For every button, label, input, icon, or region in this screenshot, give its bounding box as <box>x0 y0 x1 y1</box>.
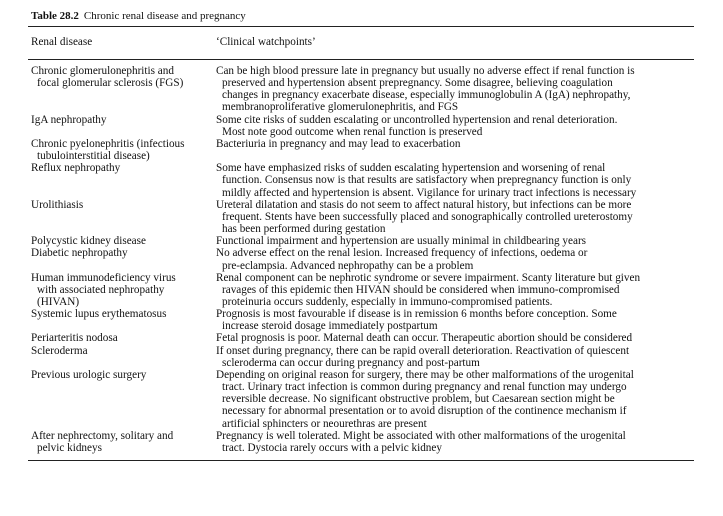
renal-disease-text: with associated nephropathy <box>37 283 165 296</box>
column-header-clinical-watchpoints: ‘Clinical watchpoints’ <box>216 36 316 48</box>
renal-disease-text: Polycystic kidney disease <box>31 235 146 248</box>
column-header-renal-disease: Renal disease <box>31 36 93 48</box>
watchpoint-text: Pregnancy is well tolerated. Might be associated with other malformations of the urogenital <box>216 429 626 442</box>
table-row <box>28 114 695 138</box>
table-row <box>28 430 695 454</box>
watchpoint-text: Can be high blood pressure late in pregnancy but usually no adverse effect if renal function is <box>216 65 635 77</box>
table-header-row <box>28 27 695 59</box>
watchpoint-text: changes in pregnancy exacerbate disease, especially immunoglobulin A (IgA) nephropathy, <box>222 89 631 102</box>
watchpoint-cell <box>216 272 694 308</box>
renal-disease-cell <box>28 430 216 454</box>
renal-disease-cell <box>28 199 216 235</box>
watchpoint-text: artificial sphincters or neourethras are present <box>222 417 427 430</box>
renal-disease-text: Chronic glomerulonephritis and <box>31 65 174 77</box>
table-row <box>28 308 695 332</box>
watchpoint-text: Some cite risks of sudden escalating or uncontrolled hypertension and renal deterioration. <box>216 113 618 126</box>
watchpoint-text: proteinuria occurs suddenly, especially in immuno-compromised patients. <box>222 295 553 308</box>
renal-disease-cell <box>28 65 216 114</box>
watchpoint-text: frequent. Stents have been successfully placed and sonographically controlled ureterostomy <box>222 210 633 223</box>
watchpoint-cell <box>216 247 694 271</box>
watchpoint-cell <box>216 430 694 454</box>
table-row <box>28 369 695 430</box>
table-row <box>28 247 695 271</box>
watchpoint-cell <box>216 369 694 430</box>
watchpoint-text: membranoproliferative glomerulonephritis, and FGS <box>222 101 459 114</box>
table-row <box>28 199 695 235</box>
renal-disease-text: Scleroderma <box>31 344 88 357</box>
renal-disease-cell <box>28 272 216 308</box>
renal-disease-text: Periarteritis nodosa <box>31 332 118 345</box>
renal-disease-cell <box>28 332 216 344</box>
renal-disease-cell <box>28 138 216 162</box>
watchpoint-text: ravages of this epidemic then HIVAN should be considered when immuno-compromised <box>222 283 620 296</box>
table-row <box>28 138 695 162</box>
watchpoint-text: Renal component can be nephrotic syndrome or severe impairment. Scanty literature but given <box>216 271 641 284</box>
watchpoint-cell <box>216 308 694 332</box>
renal-disease-cell <box>28 369 216 430</box>
watchpoint-text: Bacteriuria in pregnancy and may lead to exacerbation <box>216 137 461 150</box>
renal-disease-cell <box>28 114 216 138</box>
table-label: Table 28.2 <box>31 10 79 22</box>
watchpoint-text: Prognosis is most favourable if disease is in remission 6 months before conception. Some <box>216 308 617 321</box>
watchpoint-cell <box>216 138 694 162</box>
watchpoint-text: Some have emphasized risks of sudden escalating hypertension and worsening of renal <box>216 162 606 175</box>
renal-disease-text: After nephrectomy, solitary and <box>31 429 174 442</box>
renal-disease-cell <box>28 345 216 369</box>
watchpoint-text: has been performed during gestation <box>222 223 386 236</box>
watchpoint-text: Most note good outcome when renal function is preserved <box>222 125 483 138</box>
renal-disease-text: Previous urologic surgery <box>31 368 147 381</box>
renal-disease-cell <box>28 235 216 247</box>
table-row <box>28 162 695 198</box>
renal-disease-text: focal glomerular sclerosis (FGS) <box>37 77 184 90</box>
renal-disease-text: Chronic pyelonephritis (infectious <box>31 137 185 150</box>
watchpoint-text: Ureteral dilatation and stasis do not seem to affect natural history, but infections can be more <box>216 198 632 211</box>
watchpoint-text: preserved and hypertension absent prepregnancy. Some disagree, believing coagulation <box>222 77 613 90</box>
renal-disease-cell <box>28 247 216 271</box>
watchpoint-cell <box>216 162 694 198</box>
watchpoint-text: Depending on original reason for surgery, there may be other malformations of the urogenital <box>216 368 634 381</box>
watchpoint-text: pre-eclampsia. Advanced nephropathy can be a problem <box>222 259 474 272</box>
renal-disease-text: Systemic lupus erythematosus <box>31 308 167 321</box>
watchpoint-text: necessary for abnormal presentation or to avoid disruption of the continence mechanism if <box>222 405 627 418</box>
table-caption <box>31 9 695 23</box>
renal-disease-text: Urolithiasis <box>31 198 84 211</box>
table-row <box>28 272 695 308</box>
renal-disease-text: Reflux nephropathy <box>31 162 121 175</box>
watchpoint-cell <box>216 235 694 247</box>
renal-disease-text: tubulointerstitial disease) <box>37 150 150 163</box>
table-row <box>28 332 695 344</box>
table-row <box>28 235 695 247</box>
watchpoint-cell <box>216 114 694 138</box>
watchpoint-text: increase steroid dosage immediately postpartum <box>222 320 438 333</box>
watchpoint-cell <box>216 199 694 235</box>
watchpoint-text: If onset during pregnancy, there can be rapid overall deterioration. Reactivation of quiescent <box>216 344 630 357</box>
watchpoint-text: No adverse effect on the renal lesion. Increased frequency of infections, oedema or <box>216 247 588 260</box>
bottom-rule <box>28 460 694 461</box>
renal-disease-text: Human immunodeficiency virus <box>31 271 176 284</box>
watchpoint-cell <box>216 345 694 369</box>
table-row <box>28 65 695 114</box>
watchpoint-text: scleroderma can occur during pregnancy and post-partum <box>222 356 480 369</box>
watchpoint-text: Fetal prognosis is poor. Maternal death can occur. Therapeutic abortion should be considered <box>216 332 633 345</box>
renal-disease-text: Diabetic nephropathy <box>31 247 128 260</box>
watchpoint-text: tract. Urinary tract infection is common during pregnancy and renal function may undergo <box>222 381 627 394</box>
renal-disease-text: pelvic kidneys <box>37 441 102 454</box>
watchpoint-text: Functional impairment and hypertension are usually minimal in childbearing years <box>216 235 587 248</box>
table-body <box>28 60 695 460</box>
watchpoint-cell <box>216 332 694 344</box>
table-title: Chronic renal disease and pregnancy <box>83 10 246 22</box>
watchpoint-cell <box>216 65 694 114</box>
renal-disease-text: IgA nephropathy <box>31 113 107 126</box>
watchpoint-text: mildly affected and hypertension is absent. Vigilance for urinary tract infections is necessary <box>222 186 637 199</box>
watchpoint-text: reversible decrease. No significant obstructive problem, but Caesarean section might be <box>222 393 615 406</box>
table-row <box>28 345 695 369</box>
watchpoint-text: tract. Dystocia rarely occurs with a pelvic kidney <box>222 441 442 454</box>
renal-disease-cell <box>28 308 216 332</box>
renal-disease-text: (HIVAN) <box>37 295 80 308</box>
watchpoint-text: function. Consensus now is that results are satisfactory when prepregnancy function is only <box>222 174 632 187</box>
renal-disease-cell <box>28 162 216 198</box>
